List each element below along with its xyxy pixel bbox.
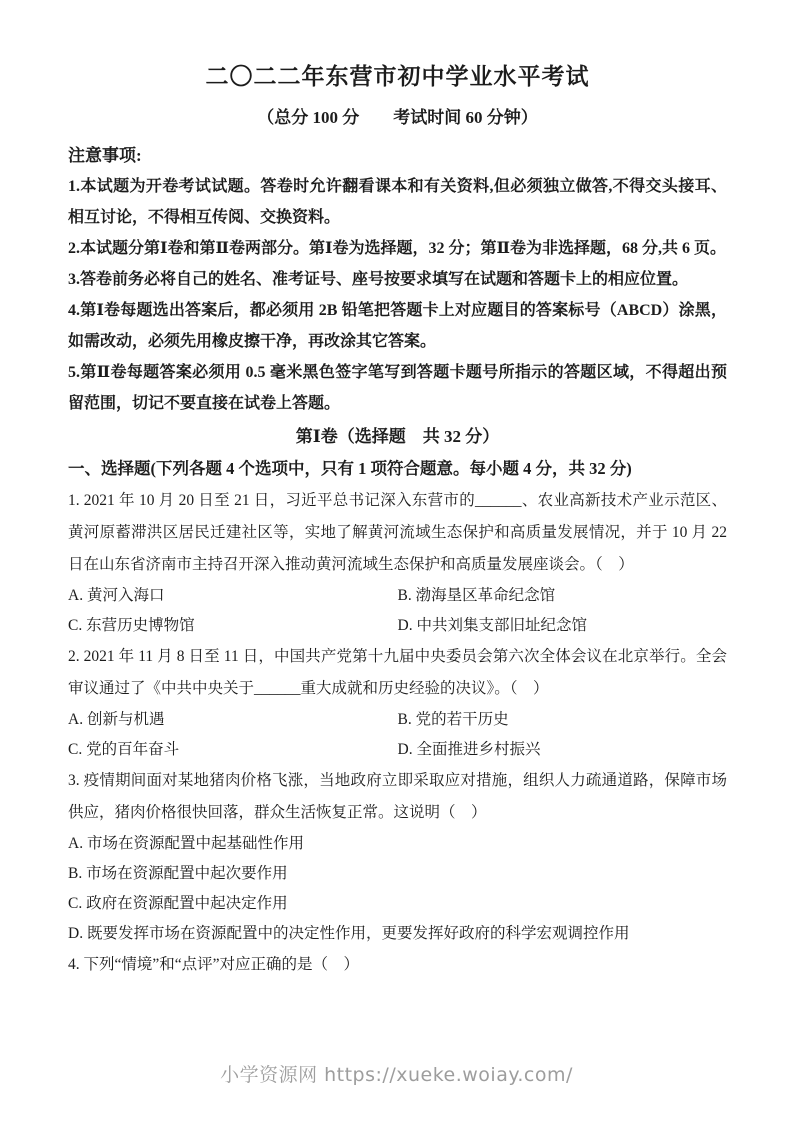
footer-watermark: 小学资源网 https://xueke.woiay.com/ (220, 1064, 573, 1086)
question-2-option-b: B. 党的若干历史 (397, 711, 509, 728)
question-4 (68, 949, 727, 981)
note-item-5: 5.第Ⅱ卷每题答案必须用 0.5 毫米黑色签字笔写到答题卡题号所指示的答题区域，不得超出预留范围，切记不要直接在试卷上答题。 (68, 364, 727, 412)
question-3-option-d: D. 既要发挥市场在资源配置中的决定性作用，更要发挥好政府的科学宏观调控作用 (68, 925, 630, 942)
question-1-option-d: D. 中共刘集支部旧址纪念馆 (397, 617, 587, 634)
question-2-option-c: C. 党的百年奋斗 (68, 741, 180, 758)
question-2 (68, 641, 727, 765)
question-3-option-a: A. 市场在资源配置中起基础性作用 (68, 835, 304, 852)
question-1 (68, 485, 727, 641)
question-1-options (68, 581, 727, 641)
question-3-options (68, 829, 727, 949)
question-3 (68, 765, 727, 949)
section1-header: 第Ⅰ卷（选择题 共 32 分） (295, 427, 500, 446)
question-2-option-a: A. 创新与机遇 (68, 711, 165, 728)
note-item-4: 4.第Ⅰ卷每题选出答案后，都必须用 2B 铅笔把答题卡上对应题目的答案标号（ABCD）涂黑，如需改动，必须先用橡皮擦干净，再改涂其它答案。 (68, 302, 727, 350)
question-3-option-b: B. 市场在资源配置中起次要作用 (68, 865, 288, 882)
notes-header: 注意事项: (68, 146, 142, 165)
question-2-options (68, 705, 727, 765)
question-1-stem: 1. 2021 年 10 月 20 日至 21 日，习近平总书记深入东营市的______、农业高新技术产业示范区、黄河原蓄滞洪区居民迁建社区等，实地了解黄河流域生态保护和高质量发展情况，并于 10 月 22 日在山东省济南市主持召开深入推动黄河流域生态保护和高质量发展座谈会。（ ） (68, 492, 727, 573)
question-1-option-c: C. 东营历史博物馆 (68, 617, 195, 634)
question-3-stem: 3. 疫情期间面对某地猪肉价格飞涨，当地政府立即采取应对措施，组织人力疏通道路，保障市场供应，猪肉价格很快回落，群众生活恢复正常。这说明（ ） (68, 772, 727, 821)
score-time-line: （总分 100 分 考试时间 60 分钟） (257, 108, 538, 127)
question-2-option-d: D. 全面推进乡村振兴 (397, 741, 541, 758)
multiple-choice-instruction: 一、选择题(下列各题 4 个选项中，只有 1 项符合题意。每小题 4 分，共 32 分) (68, 459, 632, 478)
question-2-stem: 2. 2021 年 11 月 8 日至 11 日，中国共产党第十九届中央委员会第六次全体会议在北京举行。全会审议通过了《中共中央关于______重大成就和历史经验的决议》。（ ） (68, 648, 727, 697)
question-1-option-a: A. 黄河入海口 (68, 587, 165, 604)
question-1-option-b: B. 渤海垦区革命纪念馆 (397, 587, 556, 604)
page-title: 二〇二二年东营市初中学业水平考试 (205, 64, 590, 89)
note-item-1: 1.本试题为开卷考试试题。答卷时允许翻看课本和有关资料,但必须独立做答,不得交头接耳、相互讨论，不得相互传阅、交换资料。 (68, 178, 727, 226)
note-item-3: 3.答卷前务必将自己的姓名、准考证号、座号按要求填写在试题和答题卡上的相应位置。 (68, 271, 689, 288)
note-item-2: 2.本试题分第Ⅰ卷和第Ⅱ卷两部分。第Ⅰ卷为选择题，32 分；第Ⅱ卷为非选择题，68 分,共 6 页。 (68, 240, 726, 257)
question-3-option-c: C. 政府在资源配置中起决定作用 (68, 895, 288, 912)
question-4-stem: 4. 下列“情境”和“点评”对应正确的是（ ） (68, 956, 360, 973)
